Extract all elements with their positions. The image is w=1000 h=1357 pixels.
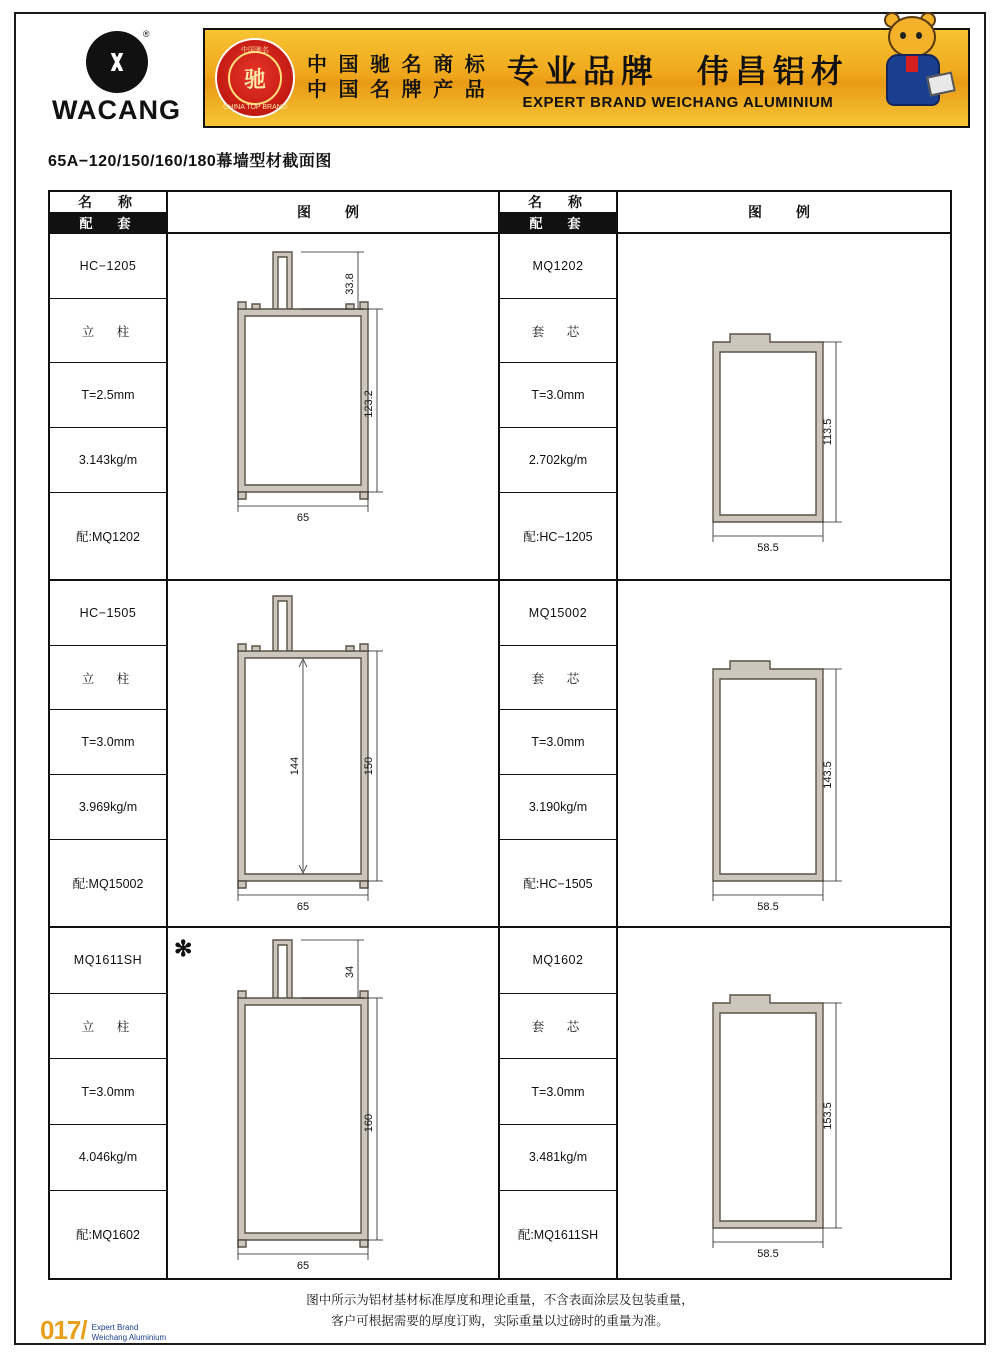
- product-thickness: T=3.0mm: [50, 710, 166, 775]
- product-match: 配:MQ1602: [76, 1228, 140, 1243]
- dimension-width: 65: [296, 512, 310, 524]
- product-thickness: T=3.0mm: [500, 363, 616, 428]
- dimension-top: 33.8: [344, 273, 356, 295]
- page-footer-en-line-2: Weichang Aluminium: [91, 1333, 167, 1342]
- product-code: MQ1202: [500, 234, 616, 299]
- profile-svg-hc1505: [168, 581, 498, 926]
- product-match: 配:MQ1611SH: [517, 1228, 599, 1243]
- table-row: [500, 234, 950, 581]
- product-weight: 3.190kg/m: [500, 775, 616, 840]
- dimension-height: 150: [363, 756, 375, 776]
- product-type: 套 芯: [500, 646, 616, 711]
- header-name-label: 名 称: [500, 192, 616, 213]
- page-footer-en: [92, 1323, 167, 1346]
- header-name-label: 名 称: [50, 192, 166, 213]
- header-legend-label: 图 例: [748, 204, 820, 220]
- product-thickness: T=3.0mm: [500, 1059, 616, 1125]
- product-code: MQ1602: [500, 928, 616, 994]
- profile-svg-hc1205: [168, 234, 498, 579]
- product-type: 立 柱: [50, 646, 166, 711]
- table-right-half: [500, 192, 950, 1278]
- seal-top-text: 中国驰名: [241, 47, 269, 54]
- table-row: [50, 928, 498, 1278]
- dimension-width: 65: [296, 901, 310, 913]
- spec-column: [50, 234, 168, 579]
- profile-drawing: [168, 928, 498, 1278]
- profile-drawing: [618, 928, 950, 1278]
- header-legend-label: 图 例: [297, 204, 369, 220]
- product-thickness: T=3.0mm: [50, 1059, 166, 1125]
- dimension-height: 153.5: [822, 1102, 834, 1130]
- product-weight: 4.046kg/m: [50, 1125, 166, 1191]
- profile-svg-mq1602: [618, 928, 950, 1278]
- product-code: MQ15002: [500, 581, 616, 646]
- dimension-height: 123.2: [363, 390, 375, 418]
- brand-name-cn: 专业品牌 伟昌铝材: [506, 52, 849, 89]
- product-weight: 2.702kg/m: [500, 428, 616, 493]
- asterisk-marker: ✻: [174, 936, 193, 961]
- product-match: 配:HC−1205: [523, 529, 593, 544]
- header-name-cell: [50, 192, 168, 232]
- product-code: MQ1611SH: [50, 928, 166, 994]
- header-banner: [30, 28, 970, 128]
- product-thickness: T=3.0mm: [500, 710, 616, 775]
- profile-drawing: [168, 581, 498, 926]
- award-line-2: 中 国 名 牌 产 品: [307, 79, 488, 101]
- page-footer-en-line-1: Expert Brand: [91, 1323, 139, 1332]
- dimension-width: 58.5: [757, 1248, 779, 1260]
- wacang-logo-icon: [86, 28, 150, 93]
- registered-mark: ®: [142, 28, 150, 39]
- header-match-label: 配 套: [50, 213, 166, 232]
- product-code: HC−1205: [50, 234, 166, 299]
- company-logo: [30, 28, 205, 128]
- profile-svg-mq1611sh: [168, 928, 498, 1278]
- product-code: HC−1505: [50, 581, 166, 646]
- header-name-cell: [500, 192, 618, 232]
- award-lines: [307, 53, 488, 103]
- footer-note-line-2: 客户可根据需要的厚度订购，实际重量以过磅时的重量为准。: [331, 1314, 669, 1329]
- spec-column: [50, 581, 168, 926]
- product-weight: 3.143kg/m: [50, 428, 166, 493]
- dimension-inner: 144: [289, 756, 301, 776]
- spec-column: [500, 234, 618, 579]
- dimension-height: 113.5: [822, 418, 834, 446]
- certification-seal-icon: [215, 38, 295, 118]
- product-thickness: T=2.5mm: [50, 363, 166, 428]
- table-header-left: [50, 192, 498, 234]
- dimension-top: 34: [344, 965, 356, 979]
- product-match: 配:MQ1202: [76, 529, 140, 544]
- tiger-mascot-icon: [870, 14, 962, 126]
- banner-content: [205, 28, 970, 128]
- page-number: 017: [40, 1315, 81, 1345]
- table-header-right: [500, 192, 950, 234]
- product-type: 套 芯: [500, 994, 616, 1060]
- spec-column: [50, 928, 168, 1278]
- logo-wordmark: WACANG: [52, 94, 181, 125]
- page-number-slash: /: [80, 1315, 88, 1345]
- profile-table: [48, 190, 952, 1280]
- product-type: 立 柱: [50, 299, 166, 364]
- dimension-width: 58.5: [757, 542, 779, 554]
- profile-svg-mq1202: [618, 234, 950, 579]
- header-match-label: 配 套: [500, 213, 616, 232]
- product-match: 配:HC−1505: [523, 876, 593, 891]
- table-left-half: [50, 192, 500, 1278]
- seal-bottom-text: CHINA TOP BRAND: [223, 104, 287, 111]
- dimension-width: 58.5: [757, 901, 779, 913]
- table-row: [50, 234, 498, 581]
- profile-drawing: [168, 234, 498, 579]
- product-weight: 3.481kg/m: [500, 1125, 616, 1191]
- page-title: 65A−120/150/160/180幕墙型材截面图: [48, 153, 332, 170]
- profile-drawing: [618, 581, 950, 926]
- spec-column: [500, 581, 618, 926]
- product-weight: 3.969kg/m: [50, 775, 166, 840]
- footer-note-line-1: 图中所示为铝材基材标准厚度和理论重量，不含表面涂层及包装重量，: [306, 1293, 694, 1307]
- product-type: 套 芯: [500, 299, 616, 364]
- product-type: 立 柱: [50, 994, 166, 1060]
- brand-name-en: EXPERT BRAND WEICHANG ALUMINIUM: [522, 93, 834, 111]
- table-row: [500, 928, 950, 1278]
- award-line-1: 中 国 驰 名 商 标: [307, 54, 488, 76]
- dimension-height: 160: [363, 1113, 375, 1133]
- page-number-block: [40, 1315, 166, 1346]
- product-match: 配:MQ15002: [72, 876, 144, 891]
- table-row: [50, 581, 498, 928]
- seal-center-text: 驰: [228, 51, 282, 105]
- dimension-width: 65: [296, 1260, 310, 1272]
- profile-svg-mq15002: [618, 581, 950, 926]
- spec-column: [500, 928, 618, 1278]
- profile-drawing: [618, 234, 950, 579]
- dimension-height: 143.5: [822, 761, 834, 789]
- table-row: [500, 581, 950, 928]
